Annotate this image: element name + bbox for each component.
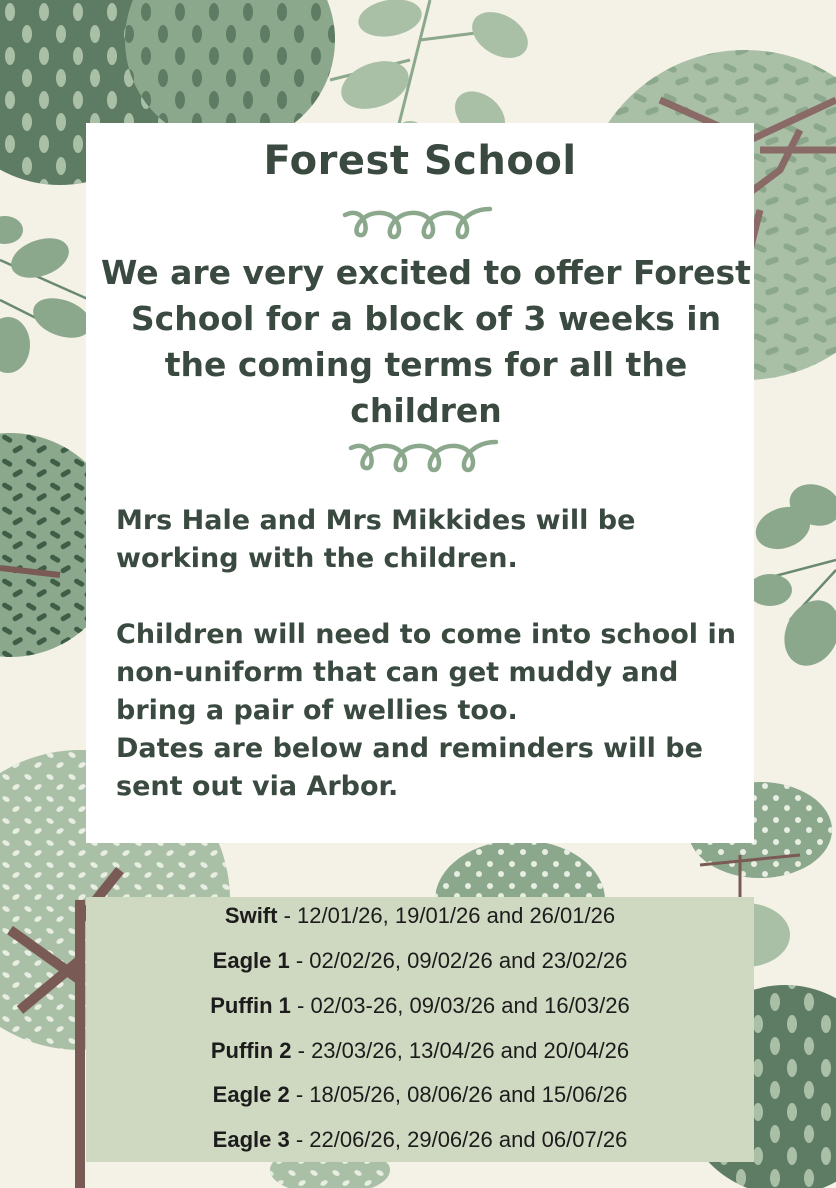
- paragraph-dates-note: Dates are below and reminders will be sent out via Arbor.: [116, 733, 703, 802]
- group-dates: - 22/06/26, 29/06/26 and 06/07/26: [289, 1127, 628, 1152]
- swirl-top: [340, 203, 500, 243]
- date-row-puffin-2: [86, 1038, 754, 1064]
- group-name: Swift: [224, 903, 278, 928]
- headline: We are very excited to offer Forest School for a block of 3 weeks in the coming terms for all the children: [101, 253, 751, 430]
- date-row-eagle-3: [86, 1127, 754, 1153]
- date-row-puffin-1: [86, 993, 754, 1019]
- group-dates: - 02/02/26, 09/02/26 and 23/02/26: [289, 948, 628, 973]
- group-name: Eagle 1: [212, 948, 290, 973]
- body-text: [116, 502, 756, 806]
- group-dates: - 23/03/26, 13/04/26 and 20/04/26: [291, 1038, 630, 1063]
- group-dates: - 18/05/26, 08/06/26 and 15/06/26: [289, 1082, 628, 1107]
- paragraph-clothing: Children will need to come into school in non-uniform that can get muddy and bring a pair of wellies too.: [116, 619, 736, 726]
- group-name: Eagle 2: [212, 1082, 290, 1107]
- date-row-eagle-2: [86, 1082, 754, 1108]
- leaf-branch-left: [0, 216, 96, 373]
- group-name: Puffin 1: [210, 993, 291, 1018]
- group-name: Eagle 3: [212, 1127, 290, 1152]
- page-title: Forest School: [263, 138, 577, 184]
- dates-box: [86, 897, 754, 1162]
- date-row-eagle-1: [86, 948, 754, 974]
- group-dates: - 12/01/26, 19/01/26 and 26/01/26: [277, 903, 616, 928]
- group-dates: - 02/03-26, 09/03/26 and 16/03/26: [290, 993, 630, 1018]
- group-name: Puffin 2: [210, 1038, 292, 1063]
- date-row-swift: [86, 903, 754, 929]
- paragraph-staff: Mrs Hale and Mrs Mikkides will be working with the children.: [116, 505, 636, 574]
- leaf-branch-right: [748, 477, 836, 674]
- swirl-bottom: [346, 436, 506, 476]
